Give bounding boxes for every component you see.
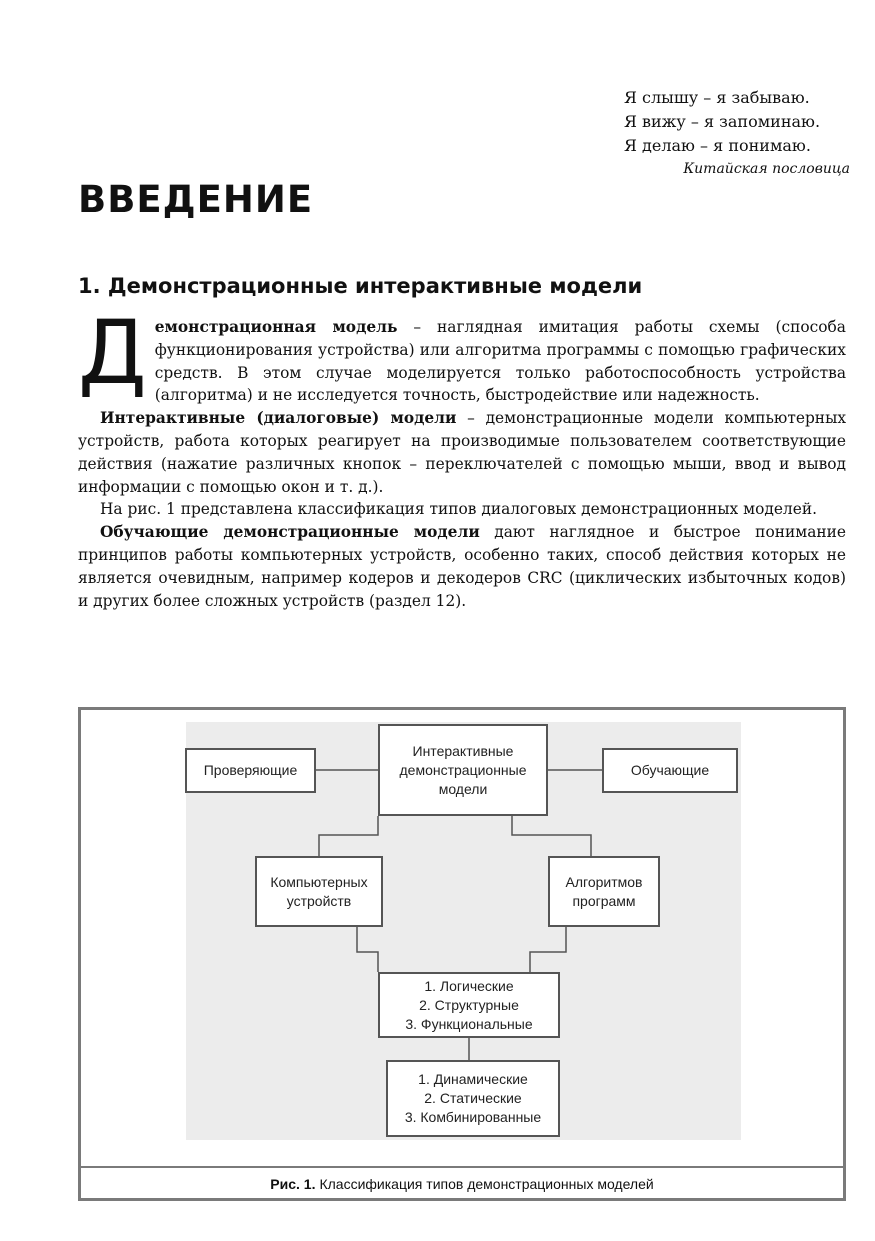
- paragraph-4-text: дают наглядное и быстрое понимание принципов работы компьютерных устройств, особенно таких, способ действия которых не является очевидным, например кодеров и декодеров CRC (циклических избыточных кодов) и других более сложных устройств (раздел 12).: [78, 523, 846, 610]
- box-program-algorithms: [548, 856, 660, 927]
- drop-cap: Д: [78, 301, 147, 404]
- paragraph-2-text: – демонстрационные модели компьютерных устройств, работа которых реагирует на производимые пользователем соответствующие действия (нажатие различных кнопок – переключателей с помощью мыши, ввод и вывод информации с помощью окон и т. д.).: [78, 409, 846, 496]
- box-devices-line: Компьютерных: [270, 873, 368, 890]
- figure-1: [78, 707, 846, 1201]
- box-checking-label: Проверяющие: [203, 762, 298, 778]
- paragraph-2: [78, 407, 846, 498]
- paragraph-1-text: – наглядная имитация работы схемы (способа функционирования устройства) или алгоритма программы с помощью графических средств. В этом случае моделируется только работоспособность устройства (алгоритма) и не исследуется точность, быстродействие или надежность.: [154, 318, 846, 405]
- term-teaching-models: Обучающие демонстрационные модели: [100, 523, 480, 542]
- box-central-line: демонстрационные: [399, 761, 527, 778]
- box-checking: [185, 748, 316, 793]
- epigraph-line: Я слышу – я забываю.: [624, 88, 810, 107]
- chapter-title: ВВЕДЕНИЕ: [78, 178, 314, 221]
- epigraph: [560, 86, 850, 180]
- box-central-line: Интерактивные: [412, 742, 514, 759]
- term-interactive-models: Интерактивные (диалоговые) модели: [100, 409, 457, 428]
- epigraph-source: Китайская пословица: [683, 161, 850, 177]
- box-devices-line: устройств: [286, 892, 352, 909]
- figure-caption: [81, 1166, 843, 1200]
- epigraph-line: Я вижу – я запоминаю.: [624, 112, 821, 131]
- body-text: [78, 301, 846, 612]
- box-types-line: 2. Структурные: [419, 996, 519, 1013]
- box-types-line: 1. Логические: [424, 977, 514, 994]
- box-modes-line: 3. Комбинированные: [404, 1109, 542, 1125]
- box-algorithms-line: программ: [572, 892, 636, 909]
- paragraph-3: [78, 498, 846, 521]
- box-types-line: 3. Функциональные: [405, 1015, 533, 1032]
- term-demo-model: емонстрационная модель: [154, 318, 398, 336]
- box-interactive-models: [378, 724, 548, 816]
- paragraph-3-text: На рис. 1 представлена классификация типов диалоговых демонстрационных моделей.: [100, 500, 817, 519]
- box-model-types: [378, 972, 560, 1038]
- figure-caption-text: Классификация типов демонстрационных моделей: [319, 1176, 654, 1192]
- box-algorithms-line: Алгоритмов: [565, 873, 643, 890]
- box-modes-line: 1. Динамические: [418, 1071, 528, 1087]
- connector-algorithms-types: [530, 927, 566, 972]
- box-model-modes: [386, 1060, 560, 1137]
- box-teaching: [602, 748, 738, 793]
- connector-central-devices: [319, 816, 378, 856]
- figure-caption-label: Рис. 1.: [270, 1176, 316, 1192]
- box-teaching-label: Обучающие: [630, 762, 710, 778]
- paragraph-1: [78, 301, 846, 407]
- paragraph-4: [78, 521, 846, 612]
- box-modes-line: 2. Статические: [424, 1090, 522, 1106]
- connector-devices-types: [357, 927, 378, 972]
- connector-central-algorithms: [512, 816, 591, 856]
- box-computer-devices: [255, 856, 383, 927]
- epigraph-line: Я делаю – я понимаю.: [624, 136, 811, 155]
- box-central-line: модели: [438, 780, 488, 797]
- section-title: 1. Демонстрационные интерактивные модели: [78, 274, 643, 298]
